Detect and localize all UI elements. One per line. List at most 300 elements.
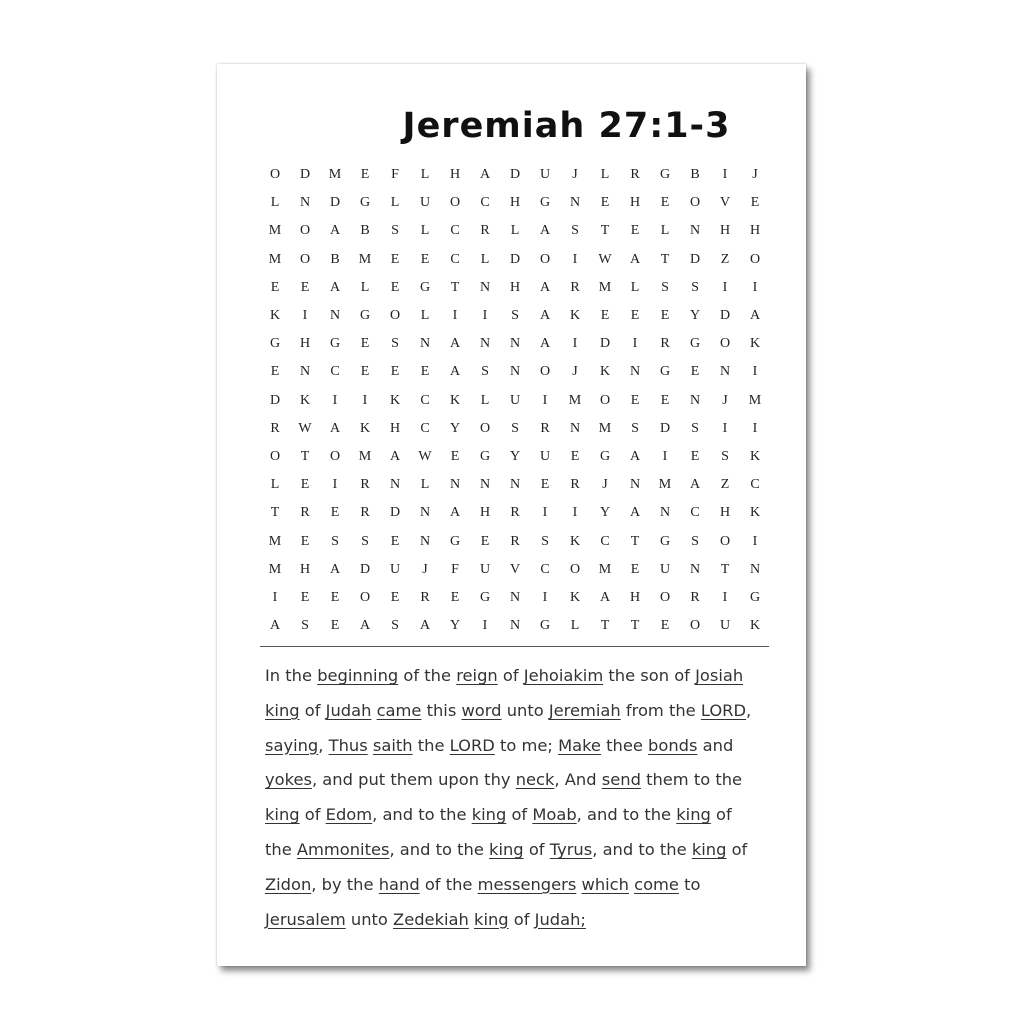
grid-letter: N [299,195,311,211]
grid-letter: U [419,195,431,211]
grid-letter: B [690,167,700,183]
grid-letter: G [659,533,671,549]
grid-letter: L [660,223,670,239]
grid-letter: O [659,589,671,605]
grid-letter: E [450,448,460,464]
hidden-word: word [461,700,502,720]
grid-letter: S [511,420,519,436]
grid-letter: G [359,195,371,211]
grid-letter: O [539,364,551,380]
grid-letter: L [390,195,400,211]
passage-text: unto [345,909,394,929]
hidden-word: which [581,874,629,894]
passage-text: the [412,735,450,755]
hidden-word: LORD [449,735,495,755]
grid-row [260,443,770,471]
grid-letter: H [749,223,761,239]
grid-letter: A [539,279,551,295]
grid-letter: E [300,533,310,549]
grid-letter: E [300,589,310,605]
grid-letter: H [389,420,401,436]
grid-letter: C [600,533,610,549]
passage-line [265,729,765,764]
hidden-word: king [471,805,507,825]
passage-text: to me; [494,735,559,755]
grid-letter: O [569,561,581,577]
grid-letter: I [572,251,578,267]
grid-letter: E [390,364,400,380]
grid-letter: Y [509,448,521,464]
grid-letter: G [539,618,551,634]
grid-row [260,189,770,217]
hidden-word: Zedekiah [393,909,469,929]
grid-letter: A [539,336,551,352]
grid-letter: N [419,505,431,521]
grid-letter: Y [599,505,611,521]
grid-letter: H [299,561,311,577]
grid-row [260,387,770,415]
grid-letter: Y [449,618,461,634]
grid-letter: F [391,167,399,183]
hidden-word: messengers [477,874,577,894]
grid-letter: V [509,561,521,577]
grid-letter: N [749,561,761,577]
grid-letter: R [270,420,280,436]
grid-letter: N [449,477,461,493]
grid-letter: O [359,589,371,605]
grid-letter: L [420,477,430,493]
grid-letter: N [509,336,521,352]
grid-letter: I [722,420,728,436]
grid-letter: I [722,167,728,183]
grid-letter: D [599,336,611,352]
grid-letter: M [598,561,612,577]
hidden-word: came [376,700,422,720]
grid-letter: W [418,448,432,464]
grid-letter: K [569,589,581,605]
grid-letter: L [510,223,520,239]
grid-letter: T [630,618,640,634]
grid-letter: I [542,392,548,408]
grid-letter: G [419,279,431,295]
grid-letter: B [360,223,370,239]
grid-letter: S [691,279,699,295]
grid-letter: U [539,448,551,464]
grid-letter: J [572,167,578,183]
grid-letter: E [300,279,310,295]
grid-letter: T [720,561,730,577]
grid-letter: S [571,223,579,239]
grid-letter: C [750,477,760,493]
grid-letter: E [360,364,370,380]
grid-letter: G [479,448,491,464]
grid-letter: S [721,448,729,464]
grid-letter: D [659,420,671,436]
grid-letter: I [362,392,368,408]
grid-letter: A [629,505,641,521]
hidden-word: Judah [325,700,372,720]
grid-letter: N [629,477,641,493]
grid-letter: S [391,223,399,239]
grid-letter: G [479,589,491,605]
grid-letter: E [390,589,400,605]
passage-text: them to the [640,770,743,790]
grid-letter: A [449,364,461,380]
grid-letter: A [689,477,701,493]
grid-letter: C [690,505,700,521]
grid-letter: I [752,279,758,295]
grid-letter: D [329,195,341,211]
grid-letter: C [450,251,460,267]
hidden-word: neck [515,770,555,790]
grid-letter: K [449,392,461,408]
grid-letter: N [689,392,701,408]
grid-letter: K [749,618,761,634]
grid-letter: G [359,308,371,324]
grid-letter: F [451,561,459,577]
grid-letter: N [689,223,701,239]
grid-letter: N [419,336,431,352]
grid-letter: S [691,533,699,549]
grid-letter: R [630,167,640,183]
passage-text: , [318,735,329,755]
passage-line [265,868,765,903]
grid-letter: R [570,279,580,295]
grid-letter: N [509,364,521,380]
grid-letter: M [748,392,762,408]
grid-letter: N [569,195,581,211]
grid-letter: G [269,336,281,352]
grid-letter: N [719,364,731,380]
hidden-word: Tyrus [549,839,593,859]
grid-letter: J [752,167,758,183]
grid-row [260,584,770,612]
grid-letter: I [752,364,758,380]
hidden-word: Make [558,735,601,755]
hidden-word: reign [456,666,498,685]
grid-letter: N [509,618,521,634]
grid-letter: N [689,561,701,577]
grid-letter: K [569,533,581,549]
grid-letter: L [270,195,280,211]
grid-letter: E [630,308,640,324]
grid-letter: K [359,420,371,436]
grid-letter: V [719,195,731,211]
grid-letter: H [719,223,731,239]
passage-text: of [497,666,524,685]
grid-letter: O [719,533,731,549]
grid-letter: Z [720,251,730,267]
hidden-word: Jehoiakim [523,666,604,685]
grid-letter: G [539,195,551,211]
grid-row [260,556,770,584]
grid-letter: D [389,505,401,521]
grid-letter: G [659,364,671,380]
grid-letter: M [268,533,282,549]
grid-letter: H [509,195,521,211]
grid-letter: M [268,223,282,239]
grid-letter: I [332,477,338,493]
grid-letter: N [629,364,641,380]
grid-letter: C [420,392,430,408]
grid-letter: O [299,251,311,267]
passage-text: , [746,700,752,720]
hidden-word: Moab [532,805,577,825]
grid-letter: N [569,420,581,436]
grid-letter: I [272,589,278,605]
grid-letter: K [749,336,761,352]
grid-letter: N [479,477,491,493]
hidden-word: beginning [317,666,399,685]
passage-text: , by the [311,874,379,894]
grid-letter: L [570,618,580,634]
grid-letter: R [540,420,550,436]
grid-letter: R [420,589,430,605]
grid-letter: U [539,167,551,183]
grid-letter: C [450,223,460,239]
grid-letter: E [660,392,670,408]
grid-letter: E [270,279,280,295]
grid-letter: K [749,505,761,521]
grid-letter: N [329,308,341,324]
grid-letter: Y [449,420,461,436]
grid-letter: D [299,167,311,183]
grid-letter: T [660,251,670,267]
grid-letter: T [270,505,280,521]
grid-letter: L [420,223,430,239]
grid-letter: G [749,589,761,605]
hidden-word: saith [372,735,413,755]
grid-letter: H [479,505,491,521]
passage-line [265,798,765,833]
grid-letter: W [598,251,612,267]
grid-letter: A [629,251,641,267]
grid-letter: A [329,420,341,436]
grid-letter: A [449,505,461,521]
grid-letter: I [572,336,578,352]
grid-letter: H [629,195,641,211]
hidden-word: send [601,770,641,790]
grid-row [260,330,770,358]
passage-line [265,903,765,938]
grid-letter: R [570,477,580,493]
passage-text: , and put them upon thy [311,770,516,790]
hidden-word: king [691,839,727,859]
grid-letter: J [422,561,428,577]
grid-letter: M [568,392,582,408]
grid-row [260,612,770,640]
word-search-grid [260,161,770,640]
grid-letter: A [269,618,281,634]
grid-letter: A [449,336,461,352]
grid-letter: M [658,477,672,493]
grid-letter: L [480,392,490,408]
hidden-word: LORD [700,700,747,720]
grid-row [260,527,770,555]
passage-text: to [678,874,701,894]
grid-letter: E [630,392,640,408]
grid-letter: O [599,392,611,408]
grid-letter: T [600,223,610,239]
grid-letter: Z [720,477,730,493]
grid-letter: I [752,420,758,436]
grid-letter: G [449,533,461,549]
grid-letter: E [360,167,370,183]
grid-letter: C [420,420,430,436]
grid-letter: J [722,392,728,408]
grid-letter: T [450,279,460,295]
grid-letter: I [542,505,548,521]
hidden-word: king [676,805,711,825]
page-title: Jeremiah 27:1-3 [402,106,731,146]
grid-letter: A [629,448,641,464]
passage-text: the son of [603,666,696,685]
grid-letter: E [690,364,700,380]
grid-letter: I [482,308,488,324]
grid-row [260,471,770,499]
grid-letter: S [391,618,399,634]
grid-letter: E [570,448,580,464]
passage-text: of [506,805,533,825]
hidden-word: king [265,700,300,720]
grid-letter: U [659,561,671,577]
grid-letter: E [630,223,640,239]
grid-letter: R [360,505,370,521]
grid-letter: E [330,589,340,605]
grid-letter: M [328,167,342,183]
passage-text: of the [398,666,457,685]
grid-letter: M [268,561,282,577]
grid-row [260,358,770,386]
grid-letter: U [719,618,731,634]
grid-letter: J [602,477,608,493]
grid-letter: E [390,533,400,549]
grid-letter: M [358,251,372,267]
grid-letter: K [269,308,281,324]
passage-text: , and to the [576,805,677,825]
grid-row [260,274,770,302]
hidden-word: Jerusalem [265,909,346,929]
grid-letter: S [391,336,399,352]
grid-letter: E [270,364,280,380]
grid-letter: M [598,279,612,295]
grid-letter: O [449,195,461,211]
grid-letter: G [329,336,341,352]
grid-letter: A [329,279,341,295]
grid-row [260,302,770,330]
grid-letter: A [329,561,341,577]
grid-letter: S [511,308,519,324]
hidden-word: king [474,909,509,929]
grid-letter: S [301,618,309,634]
grid-letter: N [419,533,431,549]
grid-letter: R [360,477,370,493]
grid-letter: L [420,167,430,183]
grid-letter: D [509,251,521,267]
grid-letter: R [510,533,520,549]
hidden-word: king [489,839,524,859]
grid-letter: E [390,251,400,267]
grid-letter: H [509,279,521,295]
grid-row [260,415,770,443]
grid-letter: E [330,505,340,521]
grid-letter: T [630,533,640,549]
hidden-word: king [265,805,300,825]
hidden-word: Jeremiah [548,700,621,720]
grid-letter: A [329,223,341,239]
grid-row [260,217,770,245]
passage-text: of [710,805,732,825]
grid-letter: H [449,167,461,183]
grid-letter: R [690,589,700,605]
grid-letter: E [660,618,670,634]
grid-row [260,161,770,189]
passage-text: and [697,735,734,755]
hidden-word: bonds [648,735,698,755]
hidden-word: saying [265,735,319,755]
grid-letter: U [479,561,491,577]
grid-letter: D [719,308,731,324]
passage-line [265,833,765,868]
grid-letter: U [509,392,521,408]
passage-text: , and to the [592,839,692,859]
grid-row [260,246,770,274]
grid-letter: L [270,477,280,493]
grid-letter: K [569,308,581,324]
grid-letter: O [269,448,281,464]
grid-letter: N [479,336,491,352]
grid-letter: A [419,618,431,634]
passage-text: , and to the [389,839,490,859]
grid-letter: A [479,167,491,183]
grid-letter: O [689,618,701,634]
grid-letter: S [481,364,489,380]
grid-letter: I [302,308,308,324]
grid-letter: K [599,364,611,380]
passage-line [265,694,765,729]
grid-letter: R [480,223,490,239]
grid-row [260,499,770,527]
grid-letter: N [509,477,521,493]
hidden-word: yokes [265,770,312,790]
grid-letter: E [540,477,550,493]
grid-letter: E [390,279,400,295]
grid-letter: I [332,392,338,408]
grid-letter: N [509,589,521,605]
grid-letter: R [300,505,310,521]
grid-letter: B [330,251,340,267]
hidden-word: Edom [325,805,373,825]
grid-letter: S [541,533,549,549]
grid-letter: E [330,618,340,634]
grid-letter: S [331,533,339,549]
passage-text: this [421,700,462,720]
grid-letter: E [660,308,670,324]
passage-text: the [265,839,297,859]
grid-letter: I [542,589,548,605]
scripture-passage [265,659,765,937]
grid-letter: A [539,223,551,239]
grid-letter: G [659,167,671,183]
grid-letter: M [358,448,372,464]
grid-letter: E [420,364,430,380]
grid-letter: L [630,279,640,295]
grid-letter: O [689,195,701,211]
grid-letter: E [420,251,430,267]
grid-letter: I [632,336,638,352]
grid-letter: E [600,308,610,324]
grid-letter: A [359,618,371,634]
